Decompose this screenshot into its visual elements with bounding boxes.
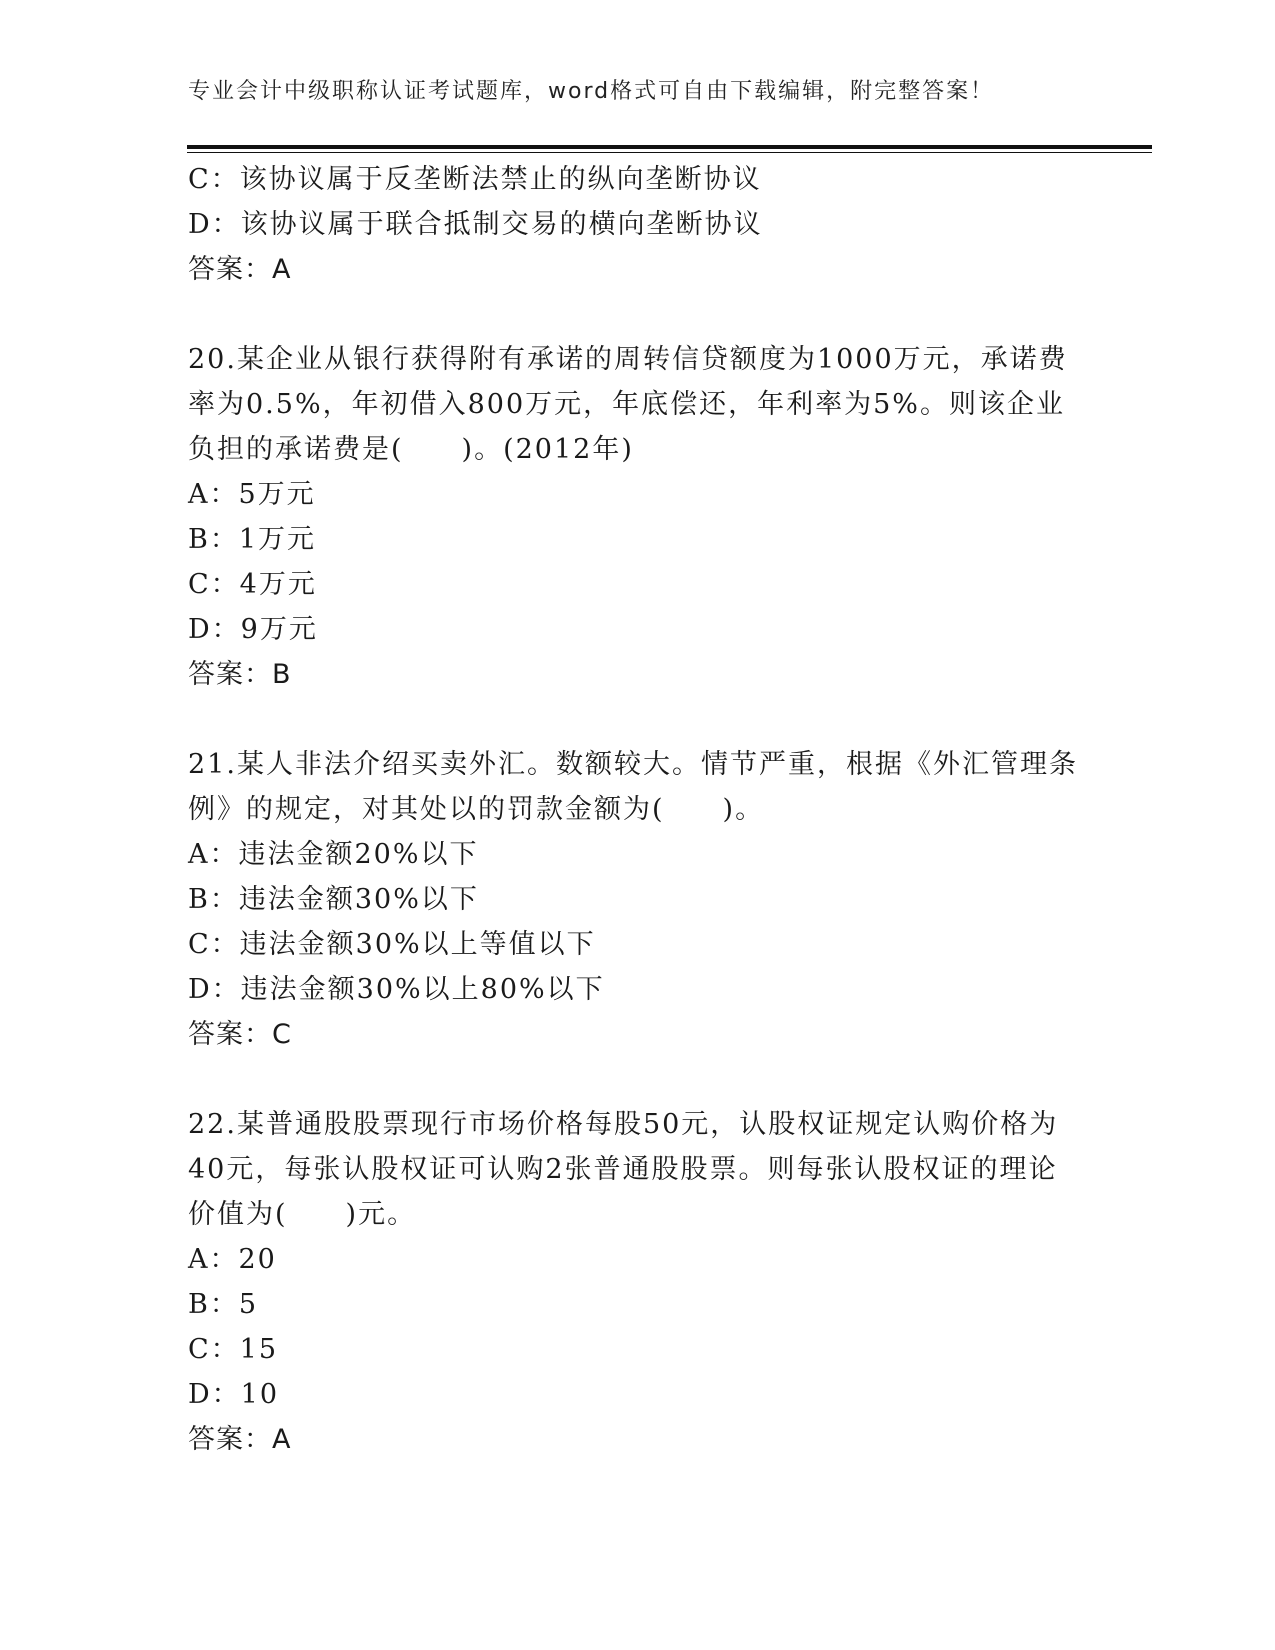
answer-line: 答案：B <box>188 659 292 690</box>
question-22 <box>188 1102 1088 1462</box>
option-b: B：违法金额30%以下 <box>188 884 479 915</box>
option-d: D：该协议属于联合抵制交易的横向垄断协议 <box>188 209 763 240</box>
question-stem-line: 22.某普通股股票现行市场价格每股50元，认股权证规定认购价格为 <box>188 1109 1059 1140</box>
question-stem-line: 40元，每张认股权证可认购2张普通股股票。则每张认股权证的理论 <box>188 1154 1058 1185</box>
spacer <box>188 697 1088 742</box>
question-stem-line: 价值为( )元。 <box>188 1199 417 1230</box>
question-stem-line: 负担的承诺费是( )。(2012年) <box>188 434 634 465</box>
header-rule-thick <box>187 145 1152 149</box>
option-d: D：违法金额30%以上80%以下 <box>188 974 605 1005</box>
question-content <box>188 157 1088 1462</box>
question-stem-line: 20.某企业从银行获得附有承诺的周转信贷额度为1000万元，承诺费 <box>188 344 1068 375</box>
spacer <box>188 1057 1088 1102</box>
option-c: C：15 <box>188 1334 279 1365</box>
header-rule-thin <box>187 152 1152 153</box>
option-b: B：5 <box>188 1289 259 1320</box>
option-c: C：违法金额30%以上等值以下 <box>188 929 596 960</box>
option-c: C：4万元 <box>188 569 317 600</box>
option-a: A：违法金额20%以下 <box>188 839 479 870</box>
answer-line: 答案：A <box>188 1424 292 1455</box>
question-21 <box>188 742 1088 1057</box>
answer-line: 答案：C <box>188 1019 292 1050</box>
page-header: 专业会计中级职称认证考试题库，word格式可自由下载编辑，附完整答案！ <box>188 79 995 104</box>
option-d: D：9万元 <box>188 614 318 645</box>
option-a: A：5万元 <box>188 479 316 510</box>
question-20 <box>188 337 1088 697</box>
spacer <box>188 292 1088 337</box>
option-a: A：20 <box>188 1244 277 1275</box>
question-stem-line: 21.某人非法介绍买卖外汇。数额较大。情节严重，根据《外汇管理条 <box>188 749 1078 780</box>
question-stem-line: 率为0.5%，年初借入800万元，年底偿还，年利率为5%。则该企业 <box>188 389 1065 420</box>
answer-line: 答案：A <box>188 254 292 285</box>
question-stem-line: 例》的规定，对其处以的罚款金额为( )。 <box>188 794 765 825</box>
option-d: D：10 <box>188 1379 280 1410</box>
option-c: C：该协议属于反垄断法禁止的纵向垄断协议 <box>188 164 762 195</box>
question-19-tail <box>188 157 1088 292</box>
option-b: B：1万元 <box>188 524 317 555</box>
